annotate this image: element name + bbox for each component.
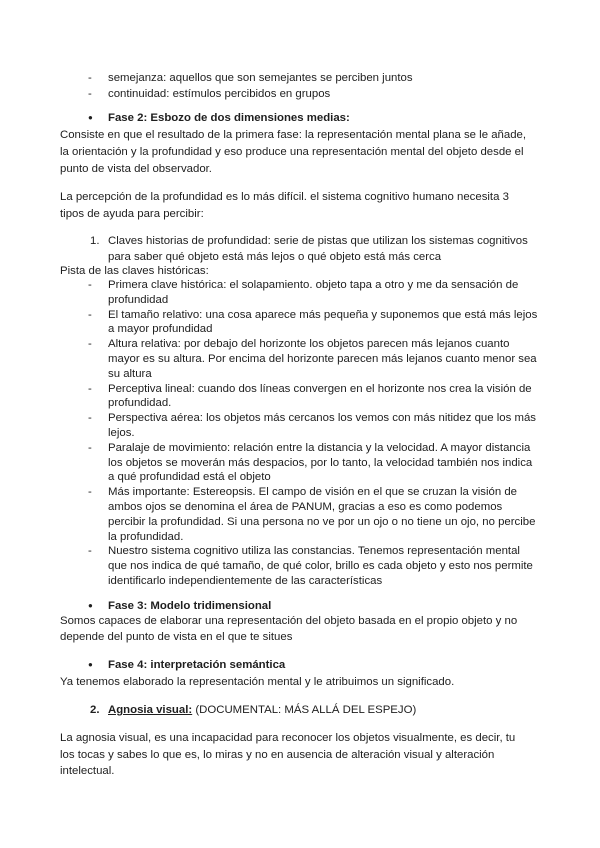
list-item (60, 278, 560, 308)
heading-text: Fase 3: Modelo tridimensional (108, 600, 272, 612)
dash-marker: - (88, 72, 92, 84)
list-item (60, 441, 560, 485)
list-item (60, 86, 560, 102)
text-line: tipos de ayuda para percibir: (60, 208, 204, 220)
agnosia-paragraph (60, 730, 560, 780)
dash-marker: - (88, 88, 92, 100)
list-item (60, 544, 560, 588)
text-line: la orientación y la profundidad y eso produce una representación mental del objeto desde el (60, 146, 524, 158)
dash-marker: - (88, 279, 92, 291)
text-line: Nuestro sistema cognitivo utiliza las constancias. Tenemos representación mental (108, 545, 520, 558)
text-line: Perceptiva lineal: cuando dos líneas convergen en el horizonte nos crea la visión de (108, 382, 532, 395)
text-line: su altura (108, 367, 152, 380)
text-line: Perspectiva aérea: los objetos más cercanos los vemos con más nitidez que los más (108, 412, 536, 425)
dash-marker: - (88, 545, 92, 558)
list-number: 1. (90, 235, 100, 247)
list-item (60, 308, 560, 338)
text-line: identificarlo independientemente de las características (108, 574, 383, 587)
text-line: percibir la profundidad. Si una persona no ve por un ojo o no tiene un ojo, no percibe (108, 515, 536, 528)
list-number: 2. (90, 704, 100, 716)
fase3-paragraph (60, 614, 560, 645)
bullet-icon: ● (88, 660, 93, 669)
numbered-item-1 (60, 233, 560, 265)
heading-text: Fase 2: Esbozo de dos dimensiones medias: (108, 112, 350, 124)
text-line: que nos indica de qué tamaño, de qué color, brillo es cada objeto y esto nos permite (108, 560, 533, 573)
text-line: La agnosia visual, es una incapacidad para reconocer los objetos visualmente, es decir, tu (60, 732, 516, 744)
list-item-text: semejanza: aquellos que son semejantes se perciben juntos (108, 72, 413, 84)
text-line: Consiste en que el resultado de la primera fase: la representación mental plana se le añade, (60, 129, 527, 141)
text-line: mayor es su altura. Por encima del horizonte parecen más lejanos cuanto menor sea (108, 352, 537, 365)
gestalt-list (60, 70, 560, 102)
pista-label: Pista de las claves históricas: (60, 265, 209, 277)
text-line: intelectual. (60, 765, 115, 777)
dash-marker: - (88, 486, 92, 499)
claves-list (60, 278, 560, 589)
text-line: Ya tenemos elaborado la representación mental y le atribuimos un significado. (60, 676, 455, 688)
text-line: La percepción de la profundidad es lo más difícil. el sistema cognitivo humano necesita 3 (60, 191, 509, 203)
text-line: profundidad (108, 293, 169, 306)
list-item (60, 411, 560, 441)
list-item (60, 382, 560, 412)
text-line: Paralaje de movimiento: relación entre la distancia y la velocidad. A mayor distancia (108, 441, 531, 454)
fase4-paragraph (60, 674, 560, 690)
list-item (60, 485, 560, 544)
bullet-icon: ● (88, 601, 93, 610)
bullet-icon: ● (88, 113, 93, 122)
list-item (60, 337, 560, 381)
dash-marker: - (88, 308, 92, 321)
fase3-heading (60, 598, 560, 614)
section-title: Agnosia visual: (108, 704, 193, 716)
dash-marker: - (88, 412, 92, 425)
dash-marker: - (88, 338, 92, 351)
text-line: para saber qué objeto está más lejos o qué objeto está más cerca (108, 251, 442, 263)
text-line: la profundidad. (108, 530, 184, 543)
text-line: Claves historias de profundidad: serie de pistas que utilizan los sistemas cognitivos (108, 235, 528, 247)
text-line: El tamaño relativo: una cosa aparece más pequeña y suponemos que está más lejos (108, 308, 538, 321)
dash-marker: - (88, 441, 92, 454)
dash-marker: - (88, 382, 92, 395)
text-line: lejos. (108, 426, 135, 439)
text-line: punto de vista del observador. (60, 163, 212, 175)
text-line: a mayor profundidad (108, 323, 213, 336)
profundidad-paragraph (60, 189, 560, 223)
text-line: los tocas y sabes lo que es, lo miras y no en ausencia de alteración visual y alteración (60, 748, 495, 761)
text-line: Primera clave histórica: el solapamiento. objeto tapa a otro y me da sensación de (108, 279, 519, 291)
section-subtitle: (DOCUMENTAL: MÁS ALLÁ DEL ESPEJO) (192, 704, 417, 716)
text-line: profundidad. (108, 397, 172, 410)
list-item-text: continuidad: estímulos percibidos en grupos (108, 88, 331, 100)
text-line: Somos capaces de elaborar una representación del objeto basada en el propio objeto y no (60, 615, 518, 627)
heading-text: Fase 4: interpretación semántica (108, 659, 286, 671)
text-line: los objetos se moverán más despacios, por lo tanto, la velocidad también nos indica (108, 456, 533, 469)
fase2-paragraph (60, 127, 560, 178)
fase2-heading (60, 110, 560, 126)
list-item (60, 70, 560, 86)
text-line: Más importante: Estereopsis. El campo de visión en el que se cruzan la visión de (108, 486, 518, 499)
fase4-heading (60, 657, 560, 673)
text-line: Altura relativa: por debajo del horizonte los objetos parecen más lejanos cuanto (108, 338, 510, 351)
text-line: a qué profundidad está el objeto (108, 471, 271, 484)
text-line: ambos ojos se denomina el área de PANUM, gracias a eso es como podemos (108, 500, 503, 513)
agnosia-heading (60, 702, 560, 718)
text-line: depende del punto de vista en el que te situes (60, 630, 293, 643)
